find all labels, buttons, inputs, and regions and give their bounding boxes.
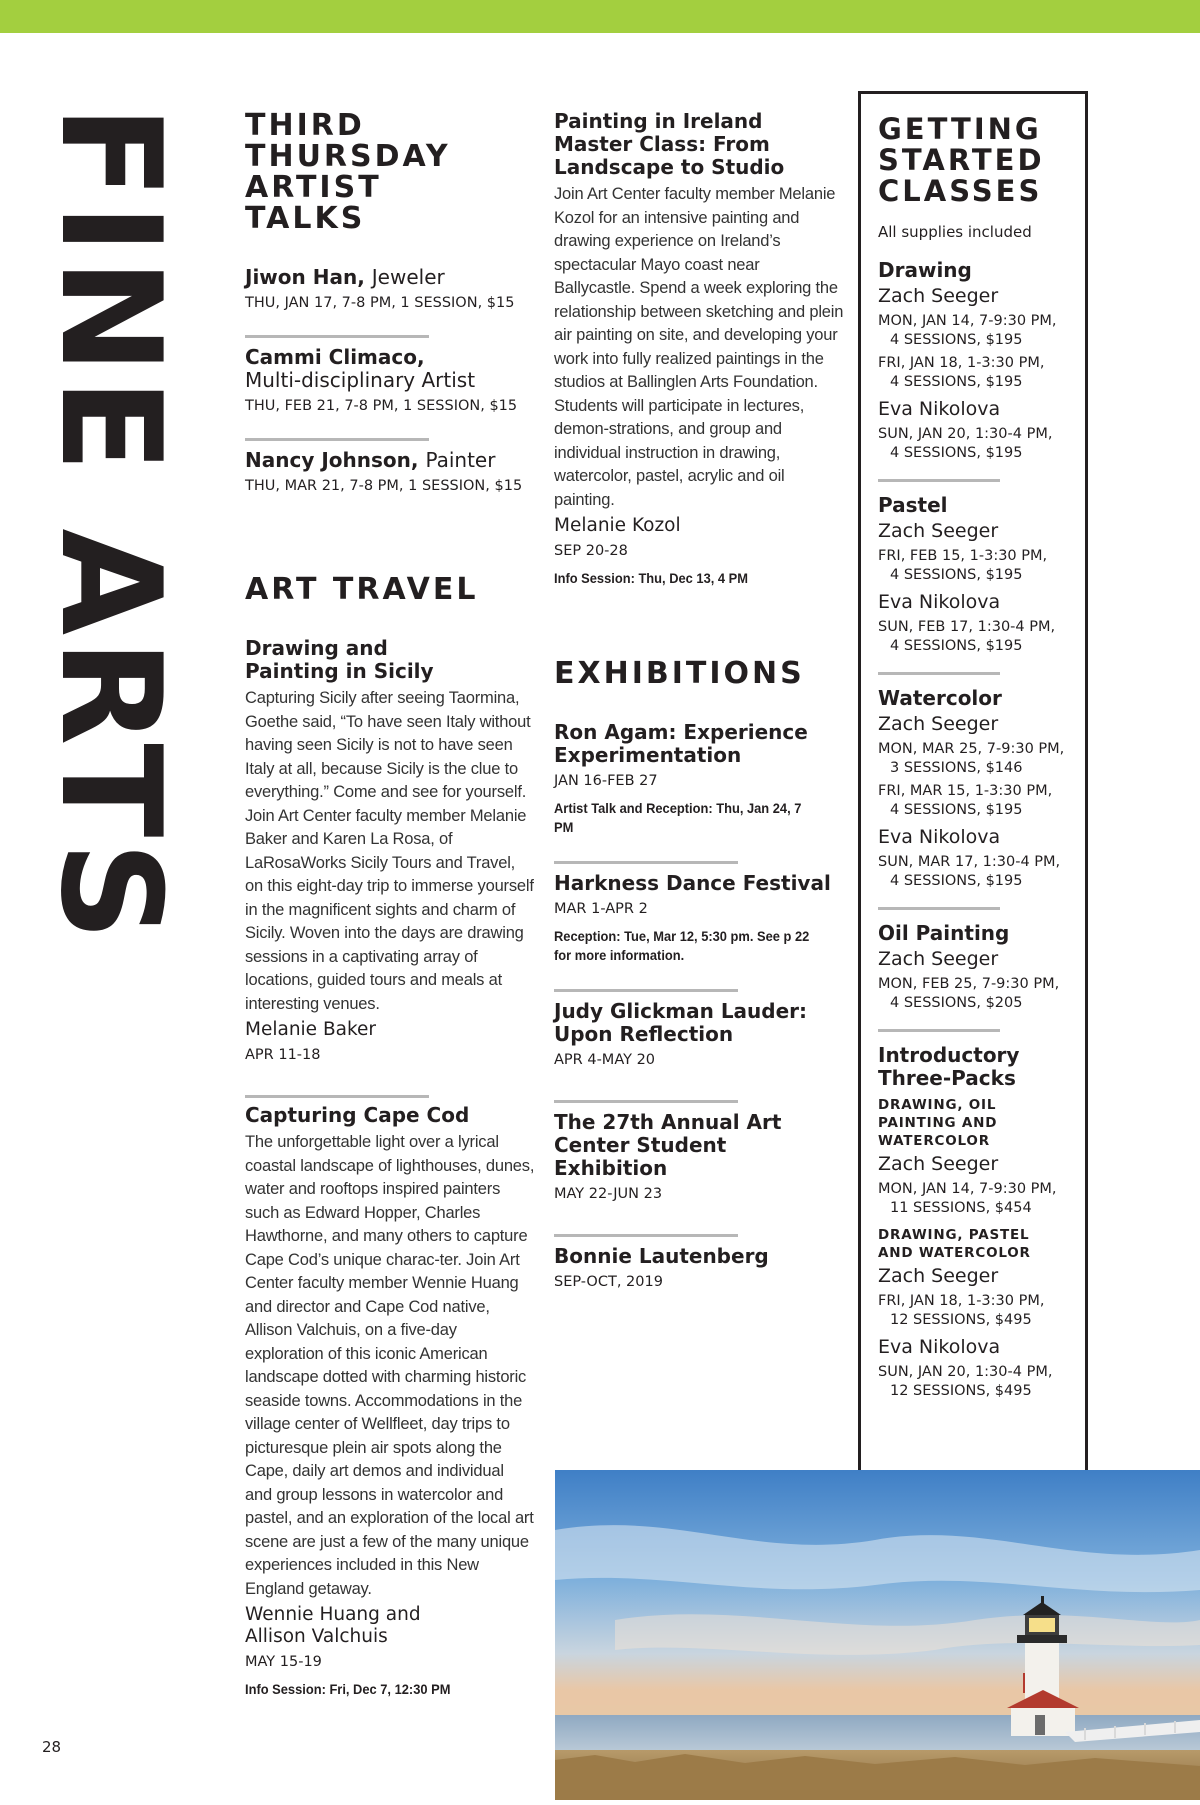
- column-middle: [554, 110, 844, 1292]
- session-price: 4 SESSIONS, $195: [890, 638, 1023, 654]
- divider: [878, 1029, 1000, 1032]
- session-time: MON, JAN 14, 7-9:30 PM,: [878, 313, 1057, 329]
- talk-name: Nancy Johnson,: [245, 448, 419, 472]
- class-instructor: Eva Nikolova: [878, 398, 1001, 420]
- class-session: [878, 1363, 1085, 1401]
- divider: [878, 672, 1000, 675]
- getting-started-sidebar: [858, 91, 1088, 1471]
- ireland-title: Painting in Ireland Master Class: From Landscape to Studio: [554, 109, 785, 179]
- exhibition-dates: MAY 22-JUN 23: [554, 1186, 663, 1202]
- session-time: MON, JAN 14, 7-9:30 PM,: [878, 1181, 1057, 1197]
- exhibition-note: Reception: Tue, Mar 12, 5:30 pm. See p 22 for more information.: [554, 928, 810, 963]
- session-price: 4 SESSIONS, $205: [890, 995, 1023, 1011]
- class-instructor: Eva Nikolova: [878, 826, 1001, 848]
- travel-heading: ART TRAVEL: [245, 572, 479, 607]
- class-instructor: Zach Seeger: [878, 1265, 999, 1287]
- ireland-instructor: Melanie Kozol: [554, 515, 681, 536]
- session-price: 12 SESSIONS, $495: [890, 1383, 1032, 1399]
- exhibition-title: Bonnie Lautenberg: [554, 1244, 769, 1268]
- class-title: Watercolor: [878, 686, 1002, 710]
- class-title: Oil Painting: [878, 921, 1010, 945]
- divider: [554, 861, 738, 864]
- lighthouse-illustration: [555, 1470, 1200, 1800]
- class-session: [878, 782, 1085, 820]
- session-price: 11 SESSIONS, $454: [890, 1200, 1032, 1216]
- divider: [878, 479, 1000, 482]
- exhibition-item: [554, 1111, 844, 1204]
- session-time: SUN, JAN 20, 1:30-4 PM,: [878, 1364, 1053, 1380]
- talk-item: [245, 346, 535, 416]
- talk-name: Cammi Climaco,: [245, 345, 425, 369]
- talk-role: Multi-disciplinary Artist: [245, 368, 476, 392]
- class-drawing: [878, 259, 1085, 463]
- class-instructor: Zach Seeger: [878, 948, 999, 970]
- exhibition-title: Harkness Dance Festival: [554, 871, 831, 895]
- session-time: FRI, MAR 15, 1-3:30 PM,: [878, 783, 1053, 799]
- session-time: FRI, JAN 18, 1-3:30 PM,: [878, 355, 1045, 371]
- exhibition-title: Judy Glickman Lauder: Upon Reflection: [554, 999, 808, 1046]
- session-price: 4 SESSIONS, $195: [890, 332, 1023, 348]
- talk-meta: THU, MAR 21, 7-8 PM, 1 SESSION, $15: [245, 478, 523, 494]
- class-session: [878, 547, 1085, 585]
- exhibition-dates: JAN 16-FEB 27: [554, 773, 658, 789]
- exhibition-item: [554, 872, 844, 965]
- travel-sicily: [245, 637, 535, 1065]
- session-time: SUN, JAN 20, 1:30-4 PM,: [878, 426, 1053, 442]
- exhibition-dates: MAR 1-APR 2: [554, 901, 648, 917]
- talk-role: Jeweler: [371, 265, 445, 289]
- session-time: FRI, JAN 18, 1-3:30 PM,: [878, 1293, 1045, 1309]
- capecod-info-session: Info Session: Fri, Dec 7, 12:30 PM: [245, 1681, 451, 1697]
- talk-name-line: [245, 266, 535, 289]
- capecod-title: Capturing Cape Cod: [245, 1103, 470, 1127]
- class-instructor: Zach Seeger: [878, 520, 999, 542]
- divider: [245, 335, 429, 338]
- class-instructor: Eva Nikolova: [878, 591, 1001, 613]
- lighthouse-photo: [555, 1470, 1200, 1800]
- ireland-body: Join Art Center faculty member Melanie Kozol for an intensive painting and drawing experience on Ireland’s spectacular Mayo coast near Ballycastle. Spend a week exploring the relationship between sketching and plein air painting on site, and developing your work into fully realized paintings in the studios at Ballinglen Arts Foundation. Students will participate in lectures, demon-strations, and group and individual instruction in drawing, watercolor, pastel, acrylic and oil painting.: [554, 185, 844, 509]
- pack-label: DRAWING, PASTEL AND WATERCOLOR: [878, 1227, 1031, 1261]
- talk-role: Painter: [425, 448, 496, 472]
- divider: [554, 1100, 738, 1103]
- class-title: Pastel: [878, 493, 948, 517]
- class-title: Introductory Three-Packs: [878, 1043, 1020, 1090]
- class-session: [878, 975, 1085, 1013]
- page-title-vertical: [30, 105, 191, 1035]
- talk-meta: THU, FEB 21, 7-8 PM, 1 SESSION, $15: [245, 398, 518, 414]
- session-time: FRI, FEB 15, 1-3:30 PM,: [878, 548, 1048, 564]
- class-watercolor: [878, 687, 1085, 891]
- session-price: 12 SESSIONS, $495: [890, 1312, 1032, 1328]
- sicily-body: Capturing Sicily after seeing Taormina, Goethe said, “To have seen Italy without having seen Sicily is not to have seen Italy at all, because Sicily is the clue to everything.” Come and see for yourself. Join Art Center faculty member Melanie Baker and Karen La Rosa, of LaRosaWorks Sicily Tours and Travel, on this eight-day trip to immerse yourself in the magnificent sights and charm of Sicily. Woven into the days are drawing sessions in a captivating array of locations, guided tours and meals at interesting venues.: [245, 689, 534, 1013]
- exhibition-title: The 27th Annual Art Center Student Exhibition: [554, 1110, 782, 1180]
- session-time: SUN, MAR 17, 1:30-4 PM,: [878, 854, 1061, 870]
- session-price: 4 SESSIONS, $195: [890, 802, 1023, 818]
- exhibition-item: [554, 1245, 844, 1292]
- class-session: [878, 1180, 1085, 1218]
- session-price: 4 SESSIONS, $195: [890, 873, 1023, 889]
- ireland-info-session: Info Session: Thu, Dec 13, 4 PM: [554, 570, 748, 586]
- talk-meta: THU, JAN 17, 7-8 PM, 1 SESSION, $15: [245, 295, 515, 311]
- session-price: 4 SESSIONS, $195: [890, 445, 1023, 461]
- class-oil-painting: [878, 922, 1085, 1013]
- talk-item: [245, 449, 535, 496]
- exhibition-item: [554, 1000, 844, 1070]
- ireland-dates: SEP 20-28: [554, 543, 628, 559]
- exhibitions-heading: EXHIBITIONS: [554, 656, 805, 691]
- talk-name: Jiwon Han,: [245, 265, 365, 289]
- sidebar-heading: GETTING STARTED CLASSES: [878, 112, 1045, 208]
- column-left: [245, 110, 535, 1699]
- talk-item: [245, 266, 535, 313]
- page-number: 28: [42, 1738, 62, 1756]
- exhibition-note: Artist Talk and Reception: Thu, Jan 24, 7 PM: [554, 800, 802, 835]
- sicily-dates: APR 11-18: [245, 1047, 321, 1063]
- session-time: MON, FEB 25, 7-9:30 PM,: [878, 976, 1060, 992]
- exhibition-title: Ron Agam: Experience Experimentation: [554, 720, 808, 767]
- travel-ireland: [554, 110, 844, 588]
- sicily-title: Drawing and Painting in Sicily: [245, 636, 434, 683]
- class-three-packs: [878, 1044, 1085, 1401]
- page-title: FINE ARTS: [30, 105, 191, 945]
- class-session: [878, 853, 1085, 891]
- exhibition-dates: SEP-OCT, 2019: [554, 1274, 663, 1290]
- capecod-dates: MAY 15-19: [245, 1654, 322, 1670]
- class-pastel: [878, 494, 1085, 656]
- class-session: [878, 740, 1085, 778]
- class-instructor: Zach Seeger: [878, 285, 999, 307]
- travel-cape-cod: [245, 1104, 535, 1699]
- class-instructor: Zach Seeger: [878, 1153, 999, 1175]
- sidebar-subheading: All supplies included: [878, 223, 1032, 241]
- session-price: 3 SESSIONS, $146: [890, 760, 1023, 776]
- talk-name-line: [245, 449, 535, 472]
- divider: [554, 1234, 738, 1237]
- class-session: [878, 1292, 1085, 1330]
- talks-heading: [245, 110, 515, 234]
- class-instructor: Eva Nikolova: [878, 1336, 1001, 1358]
- session-time: SUN, FEB 17, 1:30-4 PM,: [878, 619, 1056, 635]
- capecod-body: The unforgettable light over a lyrical coastal landscape of lighthouses, dunes, water and rooftops inspired painters such as Edward Hopper, Charles Hawthorne, and many others to capture Cape Cod’s unique charac-ter. Join Art Center faculty member Wennie Huang and director and Cape Cod native, Allison Valchuis, on a five-day exploration of this iconic American landscape dotted with charming historic seaside towns. Accommodations in the village center of Wellfleet, day trips to picturesque plein air spots along the Cape, daily art demos and individual and group lessons in watercolor and pastel, and an exploration of the local art scene are just a few of the many unique experiences included in this New England getaway.: [245, 1133, 535, 1598]
- divider: [878, 907, 1000, 910]
- session-time: MON, MAR 25, 7-9:30 PM,: [878, 741, 1065, 757]
- class-session: [878, 618, 1085, 656]
- capecod-instructor: Wennie Huang and Allison Valchuis: [245, 1604, 421, 1647]
- class-session: [878, 354, 1085, 392]
- pack-label: DRAWING, OIL PAINTING AND WATERCOLOR: [878, 1097, 998, 1149]
- session-price: 4 SESSIONS, $195: [890, 567, 1023, 583]
- exhibition-dates: APR 4-MAY 20: [554, 1052, 656, 1068]
- class-instructor: Zach Seeger: [878, 713, 999, 735]
- class-session: [878, 312, 1085, 350]
- top-accent-bar: [0, 0, 1200, 33]
- sicily-instructor: Melanie Baker: [245, 1019, 377, 1040]
- exhibition-item: [554, 721, 844, 837]
- divider: [245, 1095, 429, 1098]
- class-session: [878, 425, 1085, 463]
- divider: [245, 438, 429, 441]
- talks-heading-text: THIRD THURSDAY ARTIST TALKS: [245, 108, 451, 236]
- session-price: 4 SESSIONS, $195: [890, 374, 1023, 390]
- class-title: Drawing: [878, 258, 972, 282]
- divider: [554, 989, 738, 992]
